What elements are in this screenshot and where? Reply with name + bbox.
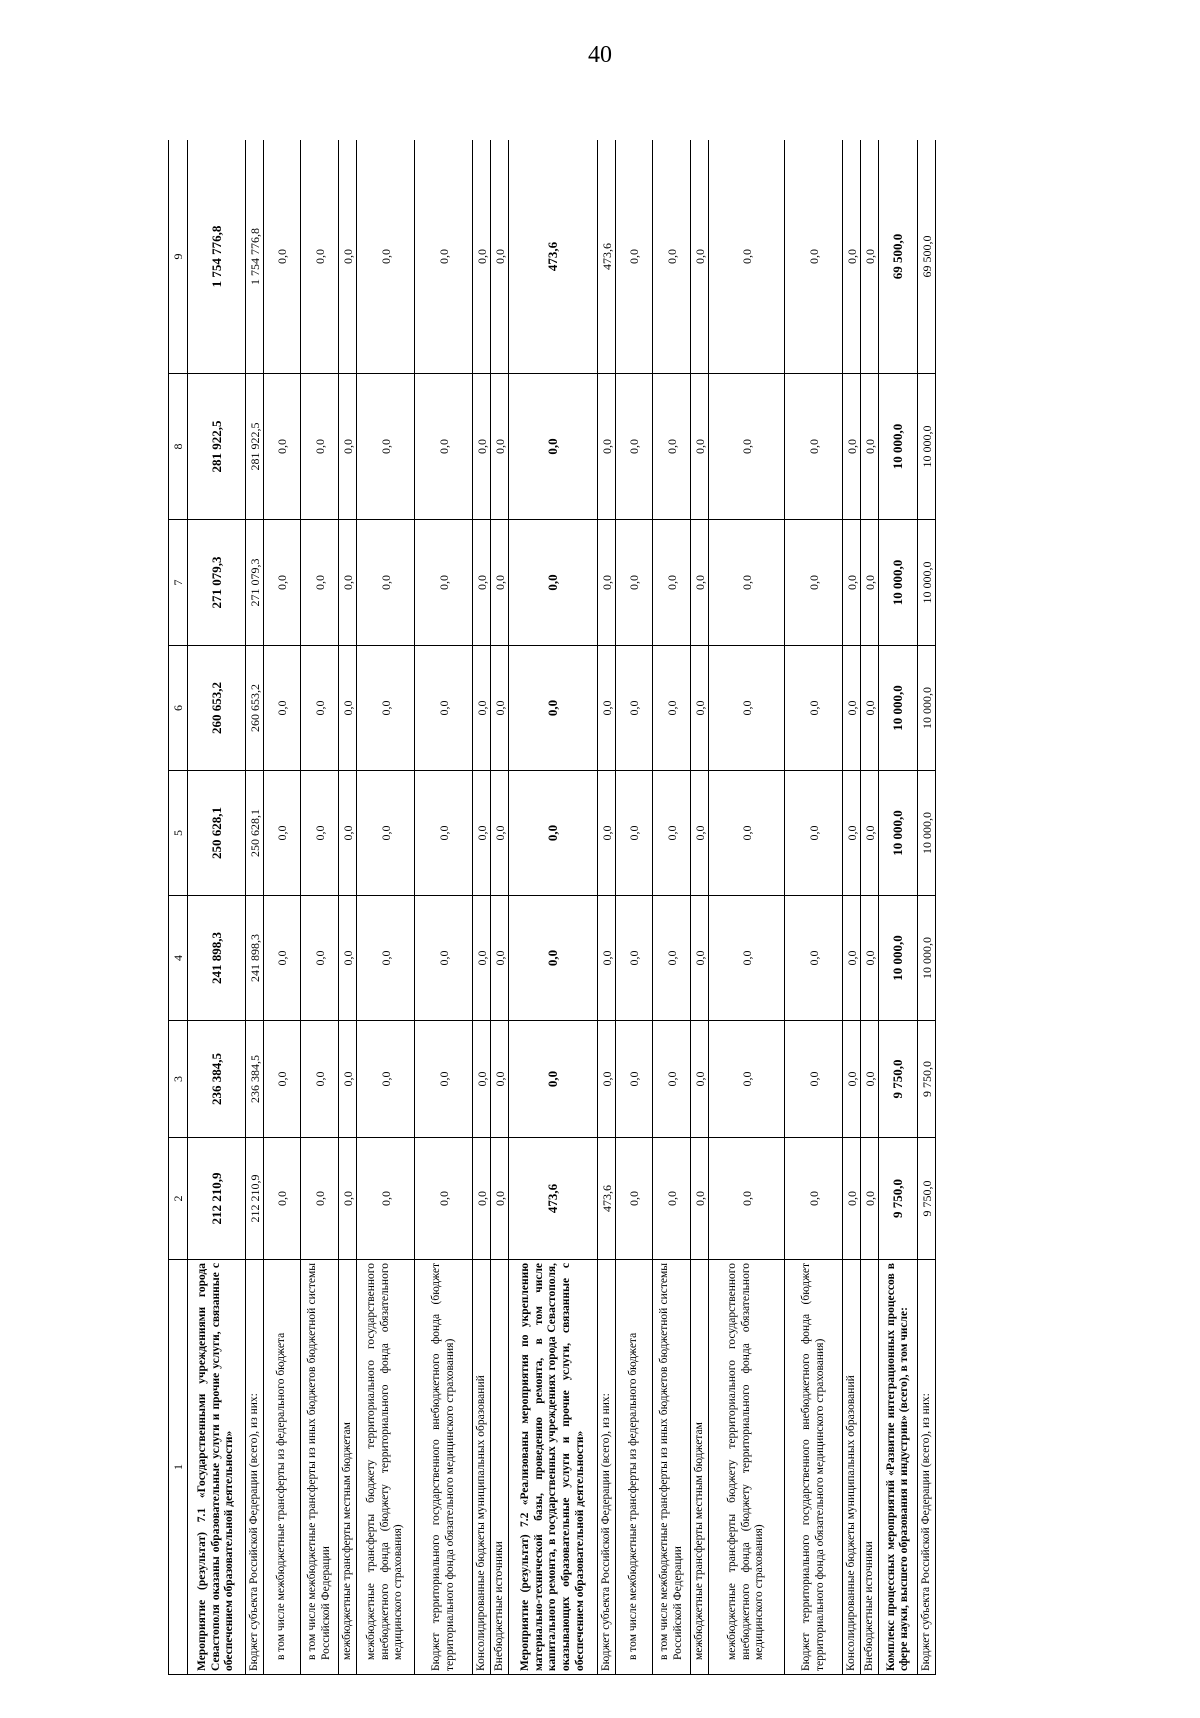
row-year-value: 0,0 <box>264 374 301 520</box>
row-year-value: 10 000,0 <box>918 771 936 896</box>
table-row <box>246 140 264 1675</box>
row-year-value: 0,0 <box>653 646 691 771</box>
row-year-value: 0,0 <box>598 374 616 520</box>
row-label: Мероприятие (результат) 7.1 «Государственными учреждениями города Севастополя оказаны образовательные услуги и прочие услуги, связанные с обеспечением образовательной деятельности» <box>188 1260 246 1675</box>
row-year-value: 0,0 <box>861 374 879 520</box>
row-year-value: 0,0 <box>861 1138 879 1260</box>
row-total-value: 0,0 <box>843 140 861 374</box>
row-total-value: 69 500,0 <box>879 140 918 374</box>
row-label: Комплекс процессных мероприятий «Развитие интеграционных процессов в сфере науки, высшего образования и индустрии» (всего), в том числе: <box>879 1260 918 1675</box>
row-year-value: 0,0 <box>473 646 491 771</box>
row-year-value: 0,0 <box>843 520 861 646</box>
row-year-value: 236 384,5 <box>188 1021 246 1138</box>
row-year-value: 0,0 <box>653 771 691 896</box>
row-year-value: 0,0 <box>509 771 598 896</box>
row-year-value: 0,0 <box>616 1138 653 1260</box>
row-year-value: 0,0 <box>415 374 473 520</box>
row-year-value: 0,0 <box>709 1021 785 1138</box>
row-year-value: 0,0 <box>339 1138 357 1260</box>
row-label: Внебюджетные источники <box>861 1260 879 1675</box>
row-total-value: 0,0 <box>691 140 709 374</box>
row-label: Консолидированные бюджеты муниципальных образований <box>843 1260 861 1675</box>
row-year-value: 0,0 <box>691 771 709 896</box>
row-year-value: 0,0 <box>709 646 785 771</box>
column-number-header: 6 <box>169 646 188 771</box>
table-body <box>169 140 936 1675</box>
row-year-value: 0,0 <box>598 520 616 646</box>
row-label: Мероприятие (результат) 7.2 «Реализованы мероприятия по укреплению материально-технической базы, проведению ремонта, в том числе капитального ремонта, в государственных учреждениях города Севастополя, оказывающих образовательные услуги и прочие услуги, связанные с обеспечением образовательной деятельности» <box>509 1260 598 1675</box>
row-year-value: 281 922,5 <box>246 374 264 520</box>
row-year-value: 0,0 <box>357 1138 415 1260</box>
row-year-value: 0,0 <box>415 771 473 896</box>
row-year-value: 0,0 <box>491 520 509 646</box>
row-year-value: 0,0 <box>691 1021 709 1138</box>
table-row <box>357 140 415 1675</box>
row-year-value: 0,0 <box>264 646 301 771</box>
table-row <box>785 140 843 1675</box>
row-year-value: 9 750,0 <box>918 1021 936 1138</box>
row-total-value: 1 754 776,8 <box>188 140 246 374</box>
column-number-header: 1 <box>169 1260 188 1675</box>
row-year-value: 0,0 <box>473 374 491 520</box>
row-year-value: 0,0 <box>691 896 709 1021</box>
row-year-value: 0,0 <box>473 896 491 1021</box>
row-total-value: 1 754 776,8 <box>246 140 264 374</box>
row-label: в том числе межбюджетные трансферты из федерального бюджета <box>264 1260 301 1675</box>
row-year-value: 0,0 <box>264 520 301 646</box>
row-year-value: 0,0 <box>491 896 509 1021</box>
row-year-value: 0,0 <box>616 646 653 771</box>
row-year-value: 0,0 <box>415 520 473 646</box>
row-year-value: 9 750,0 <box>879 1021 918 1138</box>
table-header-row <box>169 140 188 1675</box>
row-total-value: 0,0 <box>491 140 509 374</box>
row-year-value: 0,0 <box>861 771 879 896</box>
row-year-value: 0,0 <box>509 896 598 1021</box>
row-year-value: 260 653,2 <box>246 646 264 771</box>
row-total-value: 0,0 <box>653 140 691 374</box>
row-total-value: 0,0 <box>301 140 339 374</box>
row-year-value: 0,0 <box>785 771 843 896</box>
row-year-value: 10 000,0 <box>879 896 918 1021</box>
row-label: межбюджетные трансферты бюджету территориального государственного внебюджетного фонда (бюджету территориального фонда обязательного медицинского страхования) <box>709 1260 785 1675</box>
row-year-value: 0,0 <box>301 896 339 1021</box>
row-year-value: 10 000,0 <box>918 646 936 771</box>
row-year-value: 0,0 <box>339 1021 357 1138</box>
table-row <box>709 140 785 1675</box>
table-row <box>861 140 879 1675</box>
row-total-value: 473,6 <box>598 140 616 374</box>
row-year-value: 271 079,3 <box>246 520 264 646</box>
row-total-value: 0,0 <box>264 140 301 374</box>
table-row <box>473 140 491 1675</box>
row-year-value: 0,0 <box>785 1021 843 1138</box>
row-year-value: 0,0 <box>491 646 509 771</box>
row-year-value: 0,0 <box>415 646 473 771</box>
row-year-value: 0,0 <box>616 771 653 896</box>
row-year-value: 241 898,3 <box>188 896 246 1021</box>
row-year-value: 0,0 <box>598 896 616 1021</box>
row-year-value: 0,0 <box>653 1138 691 1260</box>
row-year-value: 0,0 <box>691 374 709 520</box>
row-year-value: 0,0 <box>509 1021 598 1138</box>
row-year-value: 0,0 <box>861 646 879 771</box>
row-year-value: 0,0 <box>473 520 491 646</box>
table-row <box>843 140 861 1675</box>
row-year-value: 241 898,3 <box>246 896 264 1021</box>
row-year-value: 0,0 <box>861 520 879 646</box>
column-number-header: 2 <box>169 1138 188 1260</box>
row-year-value: 0,0 <box>598 771 616 896</box>
row-year-value: 0,0 <box>843 1021 861 1138</box>
row-label: в том числе межбюджетные трансферты из иных бюджетов бюджетной системы Российской Федерации <box>653 1260 691 1675</box>
row-year-value: 0,0 <box>861 1021 879 1138</box>
row-year-value: 0,0 <box>415 1021 473 1138</box>
row-label: Бюджет территориального государственного внебюджетного фонда (бюджет территориального фонда обязательного медицинского страхования) <box>785 1260 843 1675</box>
row-year-value: 212 210,9 <box>246 1138 264 1260</box>
row-year-value: 0,0 <box>339 520 357 646</box>
row-total-value: 0,0 <box>415 140 473 374</box>
row-year-value: 250 628,1 <box>246 771 264 896</box>
row-year-value: 281 922,5 <box>188 374 246 520</box>
row-total-value: 473,6 <box>509 140 598 374</box>
row-year-value: 0,0 <box>843 646 861 771</box>
row-year-value: 0,0 <box>339 771 357 896</box>
column-number-header: 9 <box>169 140 188 374</box>
row-year-value: 10 000,0 <box>879 374 918 520</box>
row-year-value: 236 384,5 <box>246 1021 264 1138</box>
row-year-value: 0,0 <box>785 520 843 646</box>
table-row <box>301 140 339 1675</box>
row-year-value: 0,0 <box>709 520 785 646</box>
row-year-value: 212 210,9 <box>188 1138 246 1260</box>
row-year-value: 0,0 <box>843 771 861 896</box>
row-year-value: 0,0 <box>301 1021 339 1138</box>
row-year-value: 0,0 <box>491 1138 509 1260</box>
row-year-value: 0,0 <box>843 1138 861 1260</box>
row-year-value: 10 000,0 <box>918 374 936 520</box>
row-year-value: 9 750,0 <box>879 1138 918 1260</box>
row-year-value: 0,0 <box>357 1021 415 1138</box>
row-year-value: 0,0 <box>264 1021 301 1138</box>
row-year-value: 0,0 <box>491 771 509 896</box>
table-row <box>264 140 301 1675</box>
column-number-header: 4 <box>169 896 188 1021</box>
row-year-value: 0,0 <box>301 1138 339 1260</box>
row-total-value: 69 500,0 <box>918 140 936 374</box>
row-total-value: 0,0 <box>473 140 491 374</box>
row-year-value: 0,0 <box>653 896 691 1021</box>
row-year-value: 0,0 <box>339 374 357 520</box>
row-year-value: 0,0 <box>301 646 339 771</box>
row-label: Бюджет субъекта Российской Федерации (всего), из них: <box>598 1260 616 1675</box>
row-year-value: 0,0 <box>709 1138 785 1260</box>
row-label: Консолидированные бюджеты муниципальных образований <box>473 1260 491 1675</box>
row-year-value: 0,0 <box>616 520 653 646</box>
table-row <box>616 140 653 1675</box>
row-year-value: 0,0 <box>785 896 843 1021</box>
row-label: межбюджетные трансферты местным бюджетам <box>339 1260 357 1675</box>
table-row <box>918 140 936 1675</box>
row-year-value: 10 000,0 <box>918 520 936 646</box>
row-year-value: 0,0 <box>861 896 879 1021</box>
row-year-value: 0,0 <box>357 896 415 1021</box>
row-year-value: 0,0 <box>264 771 301 896</box>
row-label: межбюджетные трансферты местным бюджетам <box>691 1260 709 1675</box>
table-section-row <box>879 140 918 1675</box>
budget-table <box>168 140 936 1675</box>
row-year-value: 0,0 <box>339 646 357 771</box>
row-label: Бюджет субъекта Российской Федерации (всего), из них: <box>918 1260 936 1675</box>
row-year-value: 0,0 <box>509 646 598 771</box>
row-total-value: 0,0 <box>616 140 653 374</box>
row-year-value: 271 079,3 <box>188 520 246 646</box>
row-year-value: 0,0 <box>357 520 415 646</box>
row-year-value: 0,0 <box>653 374 691 520</box>
row-year-value: 0,0 <box>415 896 473 1021</box>
row-year-value: 0,0 <box>473 1138 491 1260</box>
table-section-row <box>188 140 246 1675</box>
row-year-value: 0,0 <box>653 520 691 646</box>
row-year-value: 0,0 <box>415 1138 473 1260</box>
table-row <box>598 140 616 1675</box>
column-number-header: 5 <box>169 771 188 896</box>
row-year-value: 473,6 <box>598 1138 616 1260</box>
table-row <box>415 140 473 1675</box>
row-label: в том числе межбюджетные трансферты из иных бюджетов бюджетной системы Российской Федерации <box>301 1260 339 1675</box>
row-year-value: 10 000,0 <box>879 520 918 646</box>
row-year-value: 0,0 <box>616 374 653 520</box>
rotated-table-container <box>168 140 1062 1675</box>
row-year-value: 0,0 <box>709 374 785 520</box>
row-year-value: 0,0 <box>301 374 339 520</box>
row-year-value: 0,0 <box>301 771 339 896</box>
column-number-header: 8 <box>169 374 188 520</box>
table-section-row <box>509 140 598 1675</box>
row-label: межбюджетные трансферты бюджету территориального государственного внебюджетного фонда (бюджету территориального фонда обязательного медицинского страхования) <box>357 1260 415 1675</box>
row-year-value: 10 000,0 <box>879 771 918 896</box>
row-year-value: 9 750,0 <box>918 1138 936 1260</box>
row-label: Бюджет субъекта Российской Федерации (всего), из них: <box>246 1260 264 1675</box>
row-year-value: 0,0 <box>301 520 339 646</box>
row-year-value: 0,0 <box>709 896 785 1021</box>
row-year-value: 0,0 <box>264 896 301 1021</box>
table-row <box>691 140 709 1675</box>
row-year-value: 0,0 <box>491 1021 509 1138</box>
row-year-value: 473,6 <box>509 1138 598 1260</box>
row-year-value: 0,0 <box>473 1021 491 1138</box>
row-year-value: 0,0 <box>691 646 709 771</box>
table-row <box>653 140 691 1675</box>
row-year-value: 0,0 <box>843 374 861 520</box>
row-total-value: 0,0 <box>357 140 415 374</box>
table-row <box>339 140 357 1675</box>
row-label: Бюджет территориального государственного внебюджетного фонда (бюджет территориального фонда обязательного медицинского страхования) <box>415 1260 473 1675</box>
row-label: в том числе межбюджетные трансферты из федерального бюджета <box>616 1260 653 1675</box>
column-number-header: 7 <box>169 520 188 646</box>
row-year-value: 0,0 <box>357 771 415 896</box>
row-year-value: 0,0 <box>264 1138 301 1260</box>
column-number-header: 3 <box>169 1021 188 1138</box>
row-year-value: 0,0 <box>616 896 653 1021</box>
row-year-value: 0,0 <box>473 771 491 896</box>
row-total-value: 0,0 <box>709 140 785 374</box>
row-year-value: 0,0 <box>357 646 415 771</box>
row-total-value: 0,0 <box>785 140 843 374</box>
row-year-value: 0,0 <box>509 374 598 520</box>
row-year-value: 0,0 <box>653 1021 691 1138</box>
row-year-value: 0,0 <box>598 1021 616 1138</box>
row-year-value: 0,0 <box>843 896 861 1021</box>
row-label: Внебюджетные источники <box>491 1260 509 1675</box>
row-year-value: 0,0 <box>785 646 843 771</box>
row-year-value: 10 000,0 <box>879 646 918 771</box>
row-year-value: 0,0 <box>785 374 843 520</box>
row-year-value: 0,0 <box>616 1021 653 1138</box>
table-row <box>491 140 509 1675</box>
row-total-value: 0,0 <box>861 140 879 374</box>
row-year-value: 0,0 <box>598 646 616 771</box>
page-number: 40 <box>588 42 612 68</box>
row-year-value: 10 000,0 <box>918 896 936 1021</box>
row-year-value: 0,0 <box>709 771 785 896</box>
rotated-page-content <box>168 140 1062 1675</box>
row-year-value: 260 653,2 <box>188 646 246 771</box>
row-year-value: 0,0 <box>691 520 709 646</box>
row-year-value: 0,0 <box>491 374 509 520</box>
row-year-value: 250 628,1 <box>188 771 246 896</box>
row-year-value: 0,0 <box>509 520 598 646</box>
row-year-value: 0,0 <box>691 1138 709 1260</box>
row-year-value: 0,0 <box>785 1138 843 1260</box>
row-year-value: 0,0 <box>357 374 415 520</box>
row-year-value: 0,0 <box>339 896 357 1021</box>
row-total-value: 0,0 <box>339 140 357 374</box>
